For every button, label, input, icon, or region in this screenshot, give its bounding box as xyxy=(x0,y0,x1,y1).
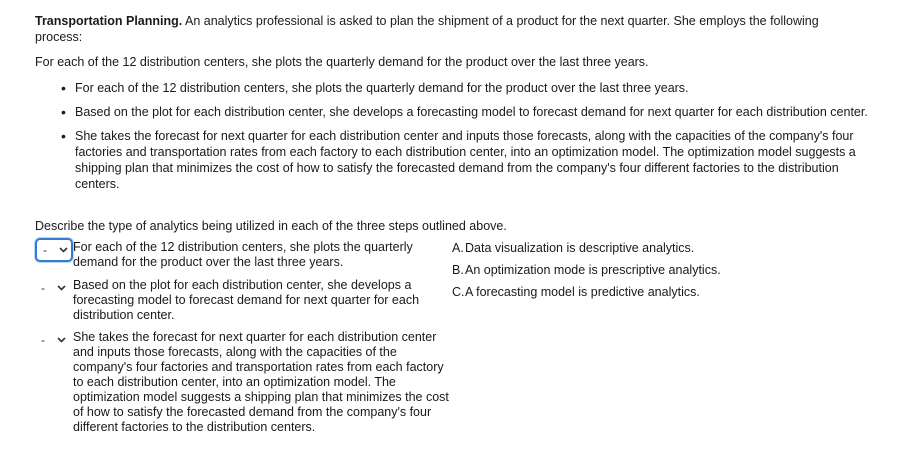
match-select-2-value: - xyxy=(41,281,45,295)
match-text-1: For each of the 12 distribution centers, she plots the quarterly demand for the product over the last three years. xyxy=(73,240,413,269)
match-text-3: She takes the forecast for next quarter for each distribution center and inputs those forecasts, along with the capacities of the company's four factories and transportation rates from each factory to each distribution center, into an optimization model. The optimization model suggests a shipping plan that minimizes the cost of how to satisfy the forecasted demand from the company's four different factories to the distribution centers. xyxy=(73,330,449,434)
problem-intro xyxy=(35,13,835,45)
process-step-3: • She takes the forecast for next quarter for each distribution center and inputs those forecasts, along with the capacities of the company's four factories and transportation rates from each factory to each distribution center, into an optimization model. The optimization model suggests a shipping plan that minimizes the cost of how to satisfy the forecasted demand from the company's four different factories to the distribution centers. xyxy=(35,128,870,192)
chevron-down-icon xyxy=(59,247,68,253)
match-select-2[interactable] xyxy=(35,276,73,300)
match-select-3[interactable] xyxy=(35,328,73,352)
problem-subintro: For each of the 12 distribution centers, she plots the quarterly demand for the product over the last three years. xyxy=(35,55,649,69)
answer-text-a: Data visualization is descriptive analytics. xyxy=(465,241,695,255)
problem-title: Transportation Planning. xyxy=(35,14,183,28)
process-steps-list xyxy=(35,80,870,200)
match-select-1[interactable] xyxy=(35,238,73,262)
match-select-1-value: - xyxy=(43,243,47,257)
answer-option-b xyxy=(452,262,721,278)
answer-option-c xyxy=(452,284,700,300)
chevron-down-icon xyxy=(57,285,66,291)
match-select-3-value: - xyxy=(41,333,45,347)
answer-text-b: An optimization mode is prescriptive analytics. xyxy=(465,263,721,277)
answer-letter-a: A. xyxy=(452,241,464,255)
answer-letter-c: C. xyxy=(452,285,465,299)
match-text-2: Based on the plot for each distribution center, she develops a forecasting model to forecast demand for next quarter for each distribution center. xyxy=(73,278,420,322)
chevron-down-icon xyxy=(57,337,66,343)
process-step-2: • Based on the plot for each distribution center, she develops a forecasting model to forecast demand for next quarter for each distribution center. xyxy=(35,104,870,120)
process-step-1: • For each of the 12 distribution centers, she plots the quarterly demand for the product over the last three years. xyxy=(35,80,870,96)
answer-option-a xyxy=(452,240,694,256)
answer-text-c: A forecasting model is predictive analytics. xyxy=(465,285,700,299)
question-prompt: Describe the type of analytics being utilized in each of the three steps outlined above. xyxy=(35,219,507,233)
answer-letter-b: B. xyxy=(452,263,464,277)
problem-intro-text: An analytics professional is asked to plan the shipment of a product for the next quarter. She employs the following process: xyxy=(35,14,819,44)
